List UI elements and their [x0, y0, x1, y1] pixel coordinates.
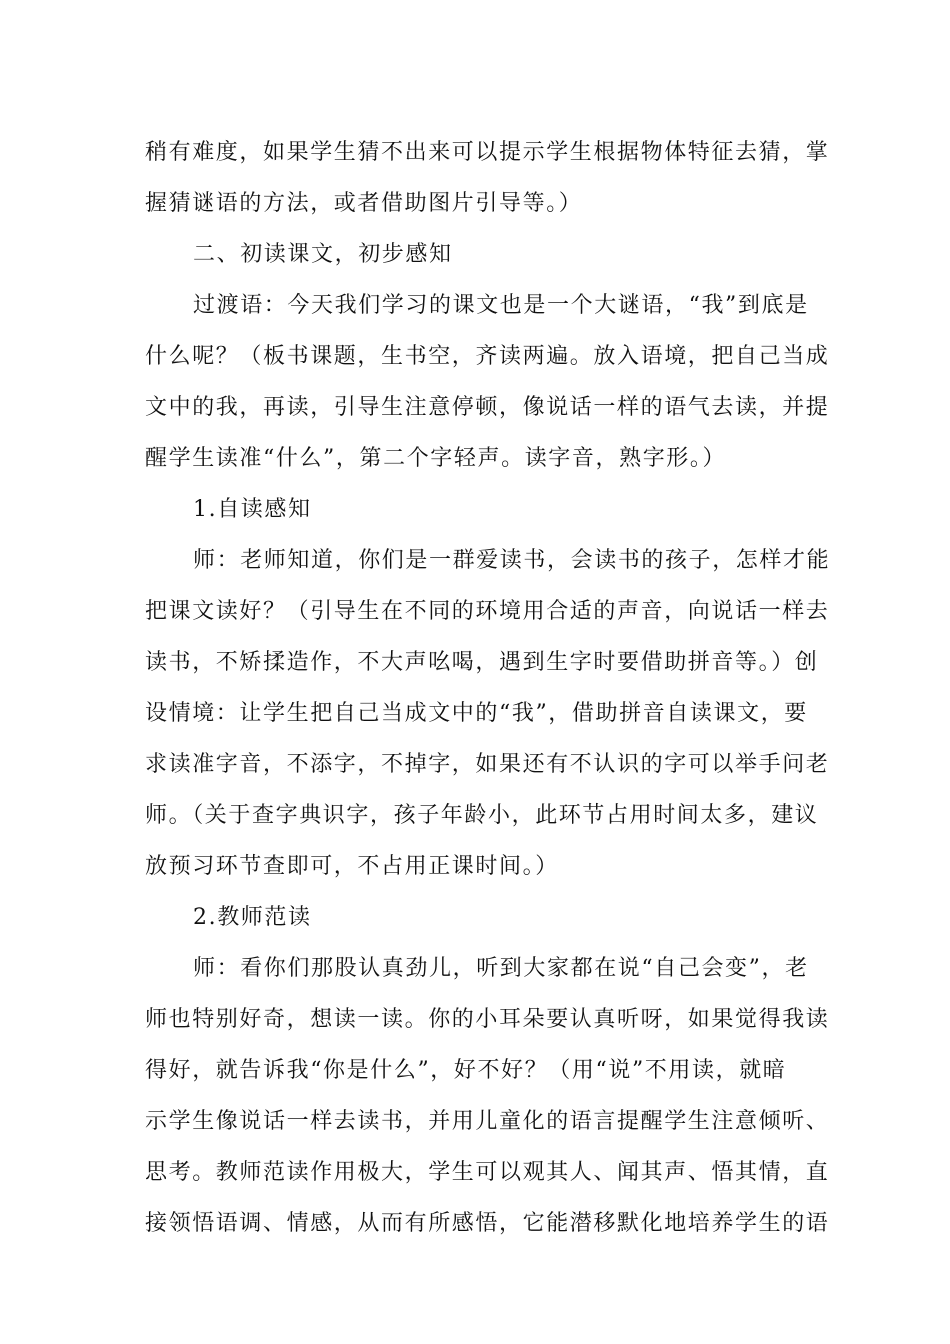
continuation-paragraph [145, 127, 830, 229]
text-line: 思考。教师范读作用极大，学生可以观其人、闻其声、悟其情，直 [145, 1160, 830, 1185]
text-line: 得好，就告诉我“你是什么”，好不好？（用“说”不用读，就暗 [145, 1058, 787, 1083]
document-page [145, 127, 831, 1249]
text-line: 师。（关于查字典识字，孩子年龄小，此环节占用时间太多，建议 [145, 803, 819, 828]
text-line: 过渡语：今天我们学习的课文也是一个大谜语，“我”到底是 [193, 293, 809, 318]
self-reading-paragraph [145, 535, 831, 892]
text-line: 求读准字音，不添字，不掉字，如果还有不认识的字可以举手问老 [145, 752, 830, 777]
text-line: 读书，不矫揉造作，不大声吆喝，遇到生字时要借助拼音等。）创 [145, 650, 819, 675]
text-line: 设情境：让学生把自己当成文中的“我”，借助拼音自读课文，要 [145, 701, 808, 726]
text-line: 醒学生读准“什么”，第二个字轻声。读字音，熟字形。） [145, 446, 727, 471]
text-line: 师：看你们那股认真劲儿，听到大家都在说“自己会变”，老 [193, 956, 809, 981]
text-line: 放预习环节查即可，不占用正课时间。） [145, 854, 559, 879]
text-line: 师也特别好奇，想读一读。你的小耳朵要认真听呀，如果觉得我读 [145, 1007, 830, 1032]
teacher-reading-paragraph [145, 943, 830, 1249]
subsection-heading: 2.教师范读 [193, 905, 312, 930]
text-line: 文中的我，再读，引导生注意停顿，像说话一样的语气去读，并提 [145, 395, 830, 420]
text-line: 把课文读好？（引导生在不同的环境用合适的声音，向说话一样去 [145, 599, 830, 624]
text-line: 示学生像说话一样去读书，并用儿童化的语言提醒学生注意倾听、 [145, 1109, 830, 1134]
subsection-heading: 1.自读感知 [193, 497, 312, 522]
text-line: 握猜谜语的方法，或者借助图片引导等。） [145, 191, 583, 216]
text-line: 什么呢？（板书课题，生书空，齐读两遍。放入语境，把自己当成 [145, 344, 830, 369]
text-line: 接领悟语调、情感，从而有所感悟，它能潜移默化地培养学生的语 [145, 1211, 830, 1236]
text-line: 师：老师知道，你们是一群爱读书，会读书的孩子，怎样才能 [193, 548, 831, 573]
section-heading: 二、初读课文，初步感知 [193, 242, 453, 267]
transition-paragraph [145, 280, 830, 484]
text-line: 稍有难度，如果学生猜不出来可以提示学生根据物体特征去猜，掌 [145, 140, 830, 165]
